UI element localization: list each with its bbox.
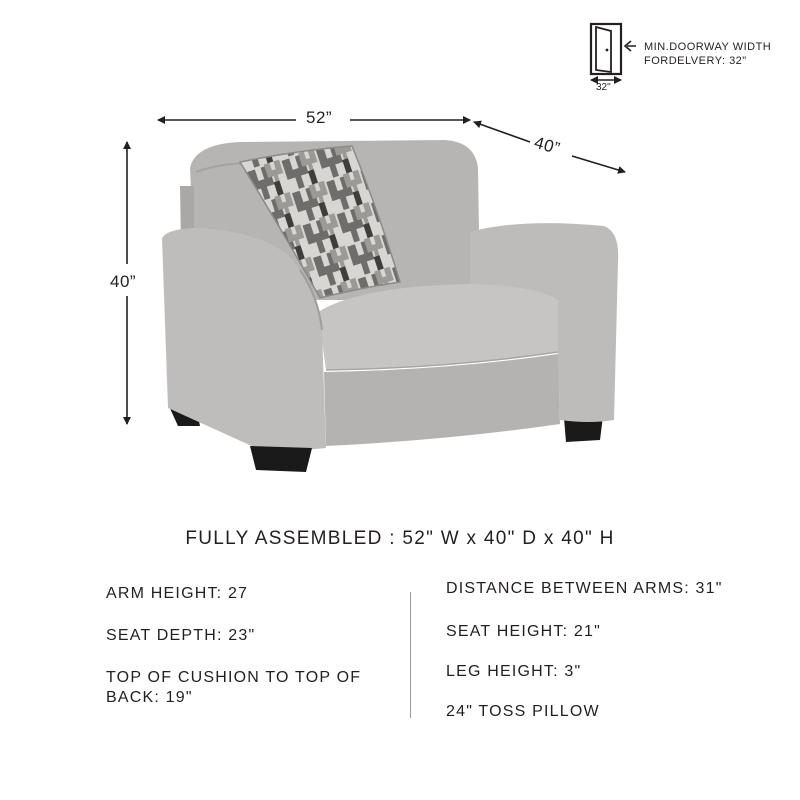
spec-arm-height: ARM HEIGHT: 27 (106, 585, 249, 602)
divider (410, 592, 411, 718)
depth-arrow (474, 122, 530, 142)
spec-leg-height: LEG HEIGHT: 3" (446, 663, 582, 680)
height-label: 40” (110, 272, 137, 291)
door-icon (591, 24, 636, 80)
doorway-line2: FORDELVERY: 32" (644, 55, 747, 67)
spec-seat-height: SEAT HEIGHT: 21" (446, 623, 601, 640)
doorway-note (644, 40, 771, 68)
chair-leg-front-left (250, 446, 312, 472)
depth-label: 40” (532, 132, 563, 159)
spec-distance-between-arms: DISTANCE BETWEEN ARMS: 31" (446, 580, 723, 597)
doorway-line1: MIN.DOORWAY WIDTH (644, 41, 772, 53)
spec-cushion-to-back: TOP OF CUSHION TO TOP OF BACK: 19" (106, 669, 362, 706)
chair-image (162, 140, 618, 472)
depth-arrow-lower (572, 156, 625, 172)
width-label: 52” (306, 108, 333, 127)
assembled-dimensions: FULLY ASSEMBLED : 52" W x 40" D x 40" H (185, 528, 615, 549)
door-width-label: 32" (596, 82, 611, 93)
spec-toss-pillow: 24" TOSS PILLOW (446, 703, 600, 720)
spec-seat-depth: SEAT DEPTH: 23" (106, 627, 256, 644)
